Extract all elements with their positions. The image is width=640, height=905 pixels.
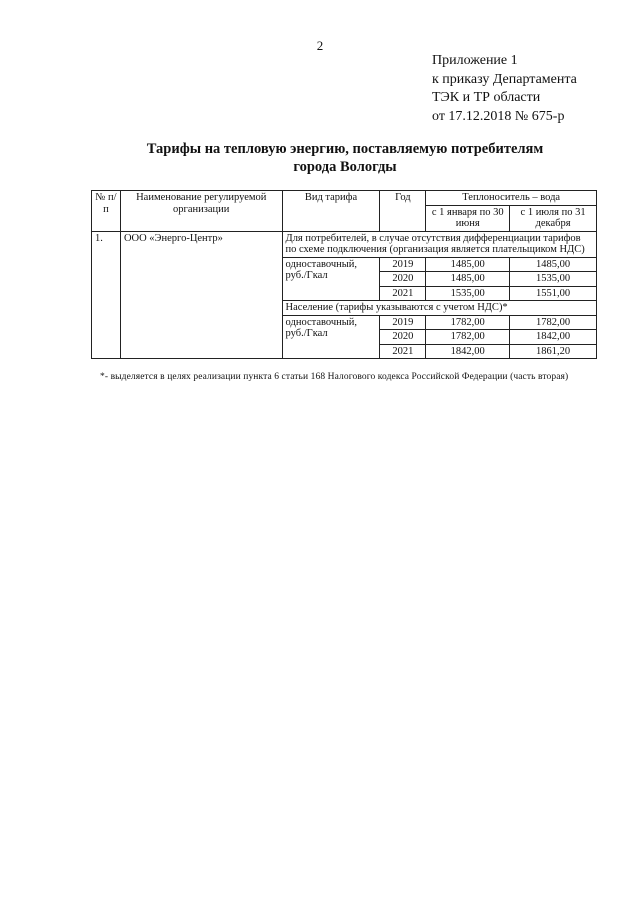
table-cell: 2021 — [380, 344, 426, 359]
group2-tariff-type: одноставочный, руб./Гкал — [282, 315, 380, 359]
header-period-2: с 1 июля по 31 декабря — [510, 205, 597, 231]
table-cell: 2021 — [380, 286, 426, 301]
table-cell: 2020 — [380, 272, 426, 287]
table-cell: 1782,00 — [426, 315, 510, 330]
table-cell: 2019 — [380, 315, 426, 330]
group2-caption: Население (тарифы указываются с учетом НДС)* — [282, 301, 596, 316]
appendix-line-4: от 17.12.2018 № 675-р — [432, 108, 565, 124]
group1-caption: Для потребителей, в случае отсутствия дифференциации тарифов по схеме подключения (организация является плательщиком НДС) — [282, 231, 596, 257]
table-cell: 1485,00 — [426, 257, 510, 272]
table-cell: 1842,00 — [510, 330, 597, 345]
table-cell: 1782,00 — [426, 330, 510, 345]
row-number: 1. — [92, 231, 121, 359]
appendix-line-1: Приложение 1 — [432, 53, 518, 68]
document-title — [100, 140, 590, 176]
page-number: 2 — [316, 38, 324, 53]
table-cell: 1535,00 — [510, 272, 597, 287]
table-cell: 1782,00 — [510, 315, 597, 330]
tariff-table — [91, 190, 597, 359]
group1-tariff-type: одноставочный, руб./Гкал — [282, 257, 380, 301]
header-number: № п/п — [92, 191, 121, 232]
header-year: Год — [380, 191, 426, 232]
footnote: *- выделяется в целях реализации пункта 6 статьи 168 Налогового кодекса Российской Федерации (часть вторая) — [100, 372, 569, 382]
organization-name: ООО «Энерго-Центр» — [120, 231, 282, 359]
table-cell: 1485,00 — [426, 272, 510, 287]
title-line-2: города Вологды — [293, 159, 397, 175]
header-organization: Наименование регулируемой организации — [120, 191, 282, 232]
title-line-1: Тарифы на тепловую энергию, поставляемую потребителям — [146, 141, 544, 157]
table-cell: 1535,00 — [426, 286, 510, 301]
table-cell: 2020 — [380, 330, 426, 345]
table-cell: 1842,00 — [426, 344, 510, 359]
header-tariff-type: Вид тарифа — [282, 191, 380, 232]
header-heat-carrier: Теплоноситель – вода — [426, 191, 597, 206]
table-cell: 1861,20 — [510, 344, 597, 359]
table-cell: 2019 — [380, 257, 426, 272]
appendix-block — [432, 52, 577, 126]
appendix-line-3: ТЭК и ТР области — [432, 90, 541, 105]
table-cell: 1551,00 — [510, 286, 597, 301]
appendix-line-2: к приказу Департамента — [432, 71, 577, 87]
table-cell: 1485,00 — [510, 257, 597, 272]
header-period-1: с 1 января по 30 июня — [426, 205, 510, 231]
